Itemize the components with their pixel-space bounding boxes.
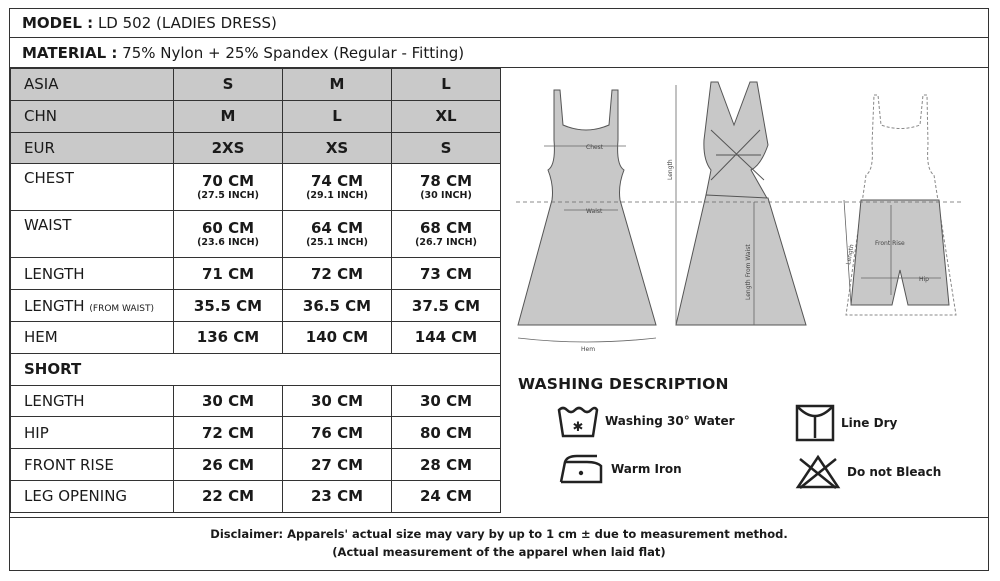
material-value: 75% Nylon + 25% Spandex (Regular - Fitting) <box>122 43 465 62</box>
row-label: HEM <box>11 321 174 353</box>
measure-cell: 64 CM (25.1 INCH) <box>283 211 392 258</box>
short-length-label: Length <box>845 243 856 266</box>
short-row-hip <box>11 417 501 449</box>
wash-item-line-dry <box>795 404 897 442</box>
measure-cell: 68 CM (26.7 INCH) <box>392 211 501 258</box>
warm-iron-icon <box>557 452 605 486</box>
size-table <box>10 68 501 513</box>
size-cell: M <box>283 69 392 101</box>
size-row-asia <box>11 69 501 101</box>
measure-row-length <box>11 258 501 290</box>
hip-label: Hip <box>919 276 929 283</box>
size-cell: S <box>392 132 501 164</box>
model-row <box>10 9 988 38</box>
row-label: LENGTH (FROM WAIST) <box>11 290 174 322</box>
measure-row-hem <box>11 321 501 353</box>
measure-cell: 60 CM (23.6 INCH) <box>174 211 283 258</box>
row-label: LEG OPENING <box>11 480 174 512</box>
short-row-front-rise <box>11 449 501 481</box>
disclaimer <box>10 517 988 570</box>
row-label-note: (FROM WAIST) <box>89 303 154 314</box>
measure-cell: 78 CM (30 INCH) <box>392 164 501 211</box>
wash-item-bleach <box>795 454 941 490</box>
short-row-leg-opening <box>11 480 501 512</box>
measure-cell: 27 CM <box>283 449 392 481</box>
short-sketch <box>851 200 949 305</box>
row-label: WAIST <box>11 211 174 258</box>
row-label: CHN <box>11 100 174 132</box>
disclaimer-line-2: (Actual measurement of the apparel when laid flat) <box>332 545 666 559</box>
measure-row-waist <box>11 211 501 258</box>
material-label: MATERIAL : <box>22 43 118 62</box>
size-cell: L <box>392 69 501 101</box>
no-bleach-icon <box>795 454 841 490</box>
measure-cell: 24 CM <box>392 480 501 512</box>
measure-cell: 136 CM <box>174 321 283 353</box>
measure-cell: 74 CM (29.1 INCH) <box>283 164 392 211</box>
measure-row-length-from-waist <box>11 290 501 322</box>
row-label: CHEST <box>11 164 174 211</box>
row-label: HIP <box>11 417 174 449</box>
measure-cell: 76 CM <box>283 417 392 449</box>
size-row-chn <box>11 100 501 132</box>
wash-label: Line Dry <box>841 416 898 430</box>
measure-cell: 30 CM <box>392 385 501 417</box>
wash-label: Do not Bleach <box>847 465 942 479</box>
measure-cell: 140 CM <box>283 321 392 353</box>
measure-cell: 23 CM <box>283 480 392 512</box>
length-from-waist-label: Length From Waist <box>745 244 752 300</box>
waist-label: Waist <box>586 208 603 215</box>
row-label: LENGTH <box>11 385 174 417</box>
chest-label: Chest <box>586 144 604 151</box>
line-dry-icon <box>795 404 835 442</box>
measure-cell: 73 CM <box>392 258 501 290</box>
model-value: LD 502 (LADIES DRESS) <box>97 14 277 32</box>
size-cell: XS <box>283 132 392 164</box>
svg-text:✱: ✱ <box>572 420 584 435</box>
section-title-short: SHORT <box>11 353 501 385</box>
wash-label: Washing 30° Water <box>605 414 735 428</box>
front-rise-label: Front Rise <box>875 240 905 247</box>
wash-30-icon <box>557 404 599 438</box>
row-label: FRONT RISE <box>11 449 174 481</box>
wash-item-washing <box>557 404 735 438</box>
material-row <box>10 38 988 68</box>
garment-measurement-diagram <box>506 70 976 360</box>
short-row-length <box>11 385 501 417</box>
measure-cell: 30 CM <box>174 385 283 417</box>
row-label: LENGTH <box>11 258 174 290</box>
measure-cell: 30 CM <box>283 385 392 417</box>
disclaimer-line-1: Disclaimer: Apparels' actual size may vary by up to 1 cm ± due to measurement method. <box>210 527 788 541</box>
size-cell: XL <box>392 100 501 132</box>
measure-cell: 80 CM <box>392 417 501 449</box>
row-label: EUR <box>11 132 174 164</box>
washing-title: WASHING DESCRIPTION <box>518 375 729 393</box>
size-cell: S <box>174 69 283 101</box>
measure-cell: 72 CM <box>283 258 392 290</box>
wash-item-iron <box>557 452 682 486</box>
measure-cell: 70 CM (27.5 INCH) <box>174 164 283 211</box>
measure-cell: 26 CM <box>174 449 283 481</box>
measure-row-chest <box>11 164 501 211</box>
back-dress-sketch <box>704 82 768 200</box>
measure-cell: 28 CM <box>392 449 501 481</box>
measure-cell: 71 CM <box>174 258 283 290</box>
size-cell: M <box>174 100 283 132</box>
measure-cell: 144 CM <box>392 321 501 353</box>
measure-cell: 37.5 CM <box>392 290 501 322</box>
model-label: MODEL : <box>22 14 94 32</box>
measure-cell: 72 CM <box>174 417 283 449</box>
size-row-eur <box>11 132 501 164</box>
measure-cell: 22 CM <box>174 480 283 512</box>
size-cell: 2XS <box>174 132 283 164</box>
hem-label: Hem <box>581 346 596 353</box>
measure-cell: 36.5 CM <box>283 290 392 322</box>
wash-label: Warm Iron <box>611 462 682 476</box>
row-label: ASIA <box>11 69 174 101</box>
measure-cell: 35.5 CM <box>174 290 283 322</box>
length-label: Length <box>667 159 674 180</box>
size-cell: L <box>283 100 392 132</box>
section-row-short <box>11 353 501 385</box>
